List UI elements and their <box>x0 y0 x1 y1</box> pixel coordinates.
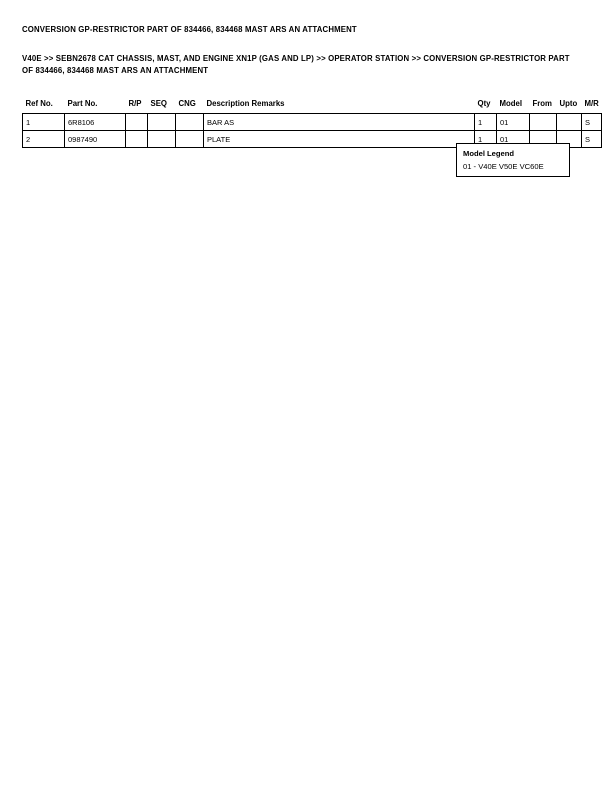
cell-model: 01 <box>497 114 530 131</box>
cell-upto <box>557 114 582 131</box>
column-header-part-no: Part No. <box>67 99 98 108</box>
cell-qty: 1 <box>475 114 497 131</box>
cell-model: 01 <box>497 131 530 148</box>
cell-rp <box>126 114 148 131</box>
column-header-rp: R/P <box>128 99 142 108</box>
page-title: CONVERSION GP-RESTRICTOR PART OF 834466, 834468 MAST ARS AN ATTACHMENT <box>22 25 357 34</box>
cell-part-no: 6R8106 <box>65 114 126 131</box>
table-header-row <box>23 99 602 114</box>
cell-description: BAR AS <box>204 114 475 131</box>
cell-rp <box>126 131 148 148</box>
column-header-cng: CNG <box>178 99 196 108</box>
column-header-description: Description Remarks <box>206 99 285 108</box>
parts-table <box>22 99 602 148</box>
column-header-seq: SEQ <box>150 99 167 108</box>
cell-seq <box>148 131 176 148</box>
cell-part-no: 0987490 <box>65 131 126 148</box>
breadcrumb: V40E >> SEBN2678 CAT CHASSIS, MAST, AND ENGINE XN1P (GAS AND LP) >> OPERATOR STATION >> CONVERSION GP-RESTRICTOR PART OF 834466, 834468 MAST ARS AN ATTACHMENT <box>22 54 570 75</box>
column-header-mr: M/R <box>584 99 599 108</box>
column-header-upto: Upto <box>559 99 578 108</box>
cell-qty: 1 <box>475 131 497 148</box>
column-header-from: From <box>532 99 552 108</box>
cell-from <box>530 114 557 131</box>
table-row <box>23 114 602 131</box>
model-legend <box>456 143 570 177</box>
cell-seq <box>148 114 176 131</box>
column-header-model: Model <box>499 99 523 108</box>
column-header-ref-no: Ref No. <box>25 99 53 108</box>
model-legend-entry: 01 - V40E V50E VC60E <box>463 162 544 171</box>
cell-mr: S <box>582 131 602 148</box>
cell-ref-no: 1 <box>23 114 65 131</box>
cell-ref-no: 2 <box>23 131 65 148</box>
cell-cng <box>176 114 204 131</box>
model-legend-title: Model Legend <box>463 149 515 158</box>
column-header-qty: Qty <box>477 99 491 108</box>
cell-mr: S <box>582 114 602 131</box>
cell-description: PLATE <box>204 131 475 148</box>
cell-cng <box>176 131 204 148</box>
